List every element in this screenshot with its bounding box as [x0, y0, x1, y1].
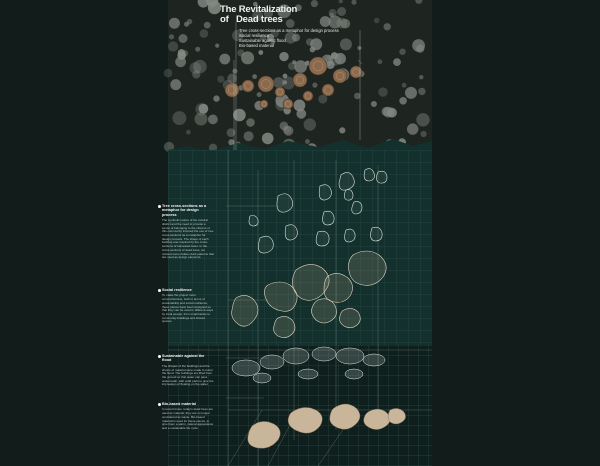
poster [162, 0, 432, 466]
section-heading: Sustainable against the flood [162, 354, 205, 363]
subtitle-list [239, 28, 349, 48]
subtitle-item: Social resilience [239, 33, 270, 38]
subtitle-item: Sustainable against flood [239, 38, 286, 43]
section-social-resilience [162, 288, 214, 324]
bullet-dot-icon [158, 403, 161, 406]
title-of: of [220, 14, 229, 25]
subtitle-item: Tree cross-sections as a metaphor for design process [239, 28, 339, 33]
section-tree-cross-sections [162, 204, 214, 260]
bullet-dot-icon [158, 289, 161, 292]
section-sustainable-flood [162, 354, 214, 387]
section-body: The symbolic nature of the cultural district and the need to provide a sense of belonging to the citizens of this community inspired the use of tree cross-sections as a metaphor for design process. The shape of each building was inspired by the cross-sections of harvested trees. In the cross-sections of dead trees, we noticed some hidden dark patterns that are used as design elements. [162, 218, 214, 260]
subtitle-item: Bio-based material [239, 43, 274, 48]
title-line-1: The Revitalization [220, 4, 298, 15]
section-heading: Bio-based material [162, 402, 196, 406]
section-bio-based-material [162, 402, 214, 431]
title-line-2-text: Dead trees [236, 14, 283, 25]
section-heading: Tree cross-sections as a metaphor for design process [162, 204, 207, 217]
section-body: The shapes of the buildings and the choice of material were made to resist the flood. The buildings are lifted from the ground so that water can pass underneath, with solid parts to give the impression of floating on the water. [162, 363, 214, 387]
section-heading: Social resilience [162, 288, 192, 292]
section-body: In recent times, today's dead trees are used as material; they are no longer considered as waste. Bio-based material is used for these pieces, to give them a warm, natural appearance and a sustainable life cycle. [162, 407, 214, 430]
title-line-2 [220, 15, 297, 25]
bullet-dot-icon [158, 355, 161, 358]
section-body: To make the project more comprehensive, both in terms of sustainability and social resilience, these pieces have been designed so that they can be used in different ways by local people, from small kiosks to community buildings and shared spaces. [162, 293, 214, 324]
poster-title [220, 5, 297, 25]
bullet-dot-icon [158, 205, 161, 208]
